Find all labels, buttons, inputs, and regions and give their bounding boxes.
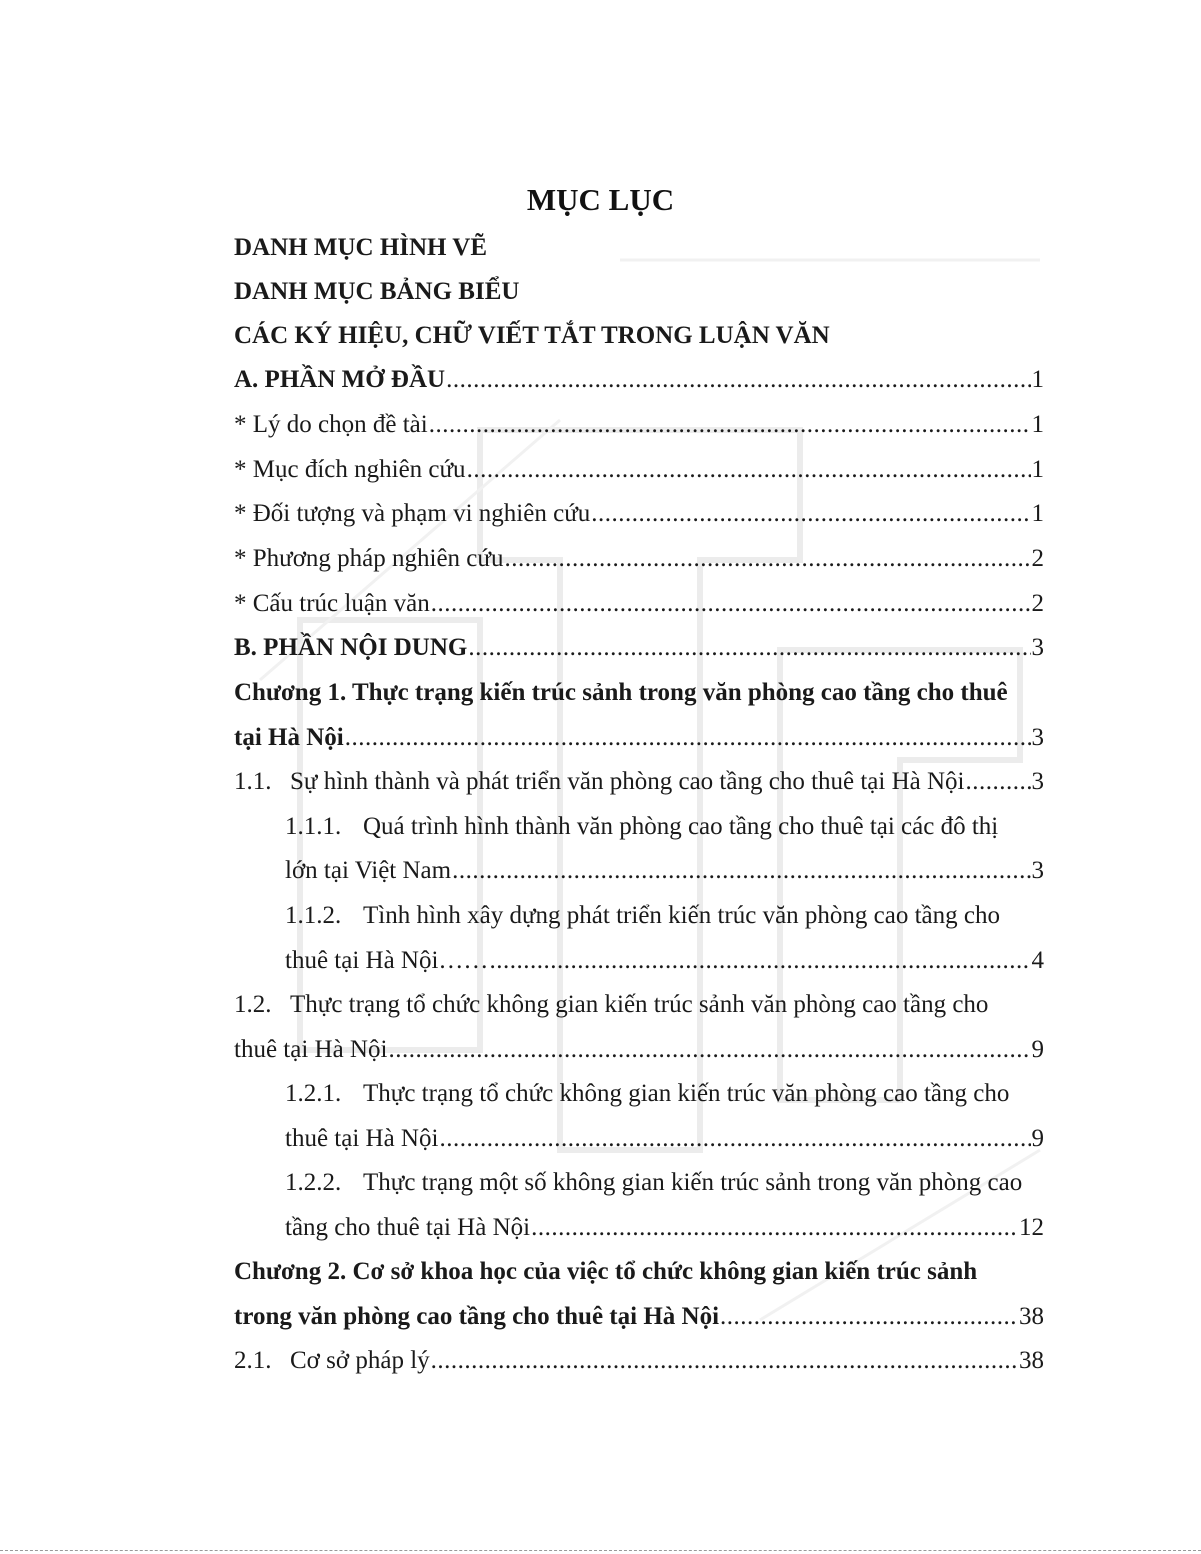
toc-entry-chapter-1-line1: Chương 1. Thực trạng kiến trúc sảnh trong văn phòng cao tầng cho thuê xyxy=(234,679,1008,706)
toc-entry-purpose: * Mục đích nghiên cứu ..... 1 xyxy=(234,448,1044,492)
toc-entry-1-1-1-line1: 1.1.1. Quá trình hình thành văn phòng cao tầng cho thuê tại các đô thị xyxy=(285,813,999,840)
toc-entry-1-2-line1: 1.2. Thực trạng tổ chức không gian kiến trúc sảnh văn phòng cao tầng cho xyxy=(234,991,989,1018)
toc-title: MỤC LỤC xyxy=(526,182,675,217)
toc-entry-part-b: B. PHẦN NỘI DUNG ..... 3 xyxy=(234,626,1044,670)
heading-abbreviations: CÁC KÝ HIỆU, CHỮ VIẾT TẮT TRONG LUẬN VĂN xyxy=(234,322,830,349)
toc-entry-chapter-1-line2: tại Hà Nội ..... 3 xyxy=(234,716,1044,760)
toc-entry-1-1-2-line2: thuê tại Hà Nội…… ..... 4 xyxy=(285,939,1044,983)
page-bottom-edge xyxy=(0,1550,1201,1552)
toc-entry-part-a: A. PHẦN MỞ ĐẦU ..... 1 xyxy=(234,358,1044,402)
heading-list-of-tables: DANH MỤC BẢNG BIỂU xyxy=(234,278,520,305)
toc-entry-2-1: 2.1. Cơ sở pháp lý ..... 38 xyxy=(234,1339,1044,1383)
toc-entry-1-2-1-line2: thuê tại Hà Nội ..... 9 xyxy=(285,1117,1044,1161)
toc-entry-method: * Phương pháp nghiên cứu ..... 2 xyxy=(234,537,1044,581)
toc-entry-1-1: 1.1. Sự hình thành và phát triển văn phòng cao tầng cho thuê tại Hà Nội ..... 3 xyxy=(234,760,1044,804)
toc-entry-chapter-2-line2: trong văn phòng cao tầng cho thuê tại Hà Nội ..... 38 xyxy=(234,1295,1044,1339)
toc-entry-reason: * Lý do chọn đề tài ..... 1 xyxy=(234,403,1044,447)
toc-entry-1-2-line2: thuê tại Hà Nội ..... 9 xyxy=(234,1028,1044,1072)
heading-list-of-figures: DANH MỤC HÌNH VẼ xyxy=(234,234,488,261)
toc-entry-1-1-1-line2: lớn tại Việt Nam ..... 3 xyxy=(285,849,1044,893)
toc-entry-1-2-2-line1: 1.2.2. Thực trạng một số không gian kiến trúc sảnh trong văn phòng cao xyxy=(285,1169,1023,1196)
toc-entry-1-2-2-line2: tầng cho thuê tại Hà Nội ..... 12 xyxy=(285,1206,1044,1250)
toc-entry-chapter-2-line1: Chương 2. Cơ sở khoa học của việc tổ chức không gian kiến trúc sảnh xyxy=(234,1258,978,1285)
toc-entry-1-2-1-line1: 1.2.1. Thực trạng tổ chức không gian kiến trúc văn phòng cao tầng cho xyxy=(285,1080,1010,1107)
toc-entry-scope: * Đối tượng và phạm vi nghiên cứu ..... 1 xyxy=(234,492,1044,536)
toc-entry-structure: * Cấu trúc luận văn ..... 2 xyxy=(234,582,1044,626)
toc-entry-1-1-2-line1: 1.1.2. Tình hình xây dựng phát triển kiến trúc văn phòng cao tầng cho xyxy=(285,902,1000,929)
